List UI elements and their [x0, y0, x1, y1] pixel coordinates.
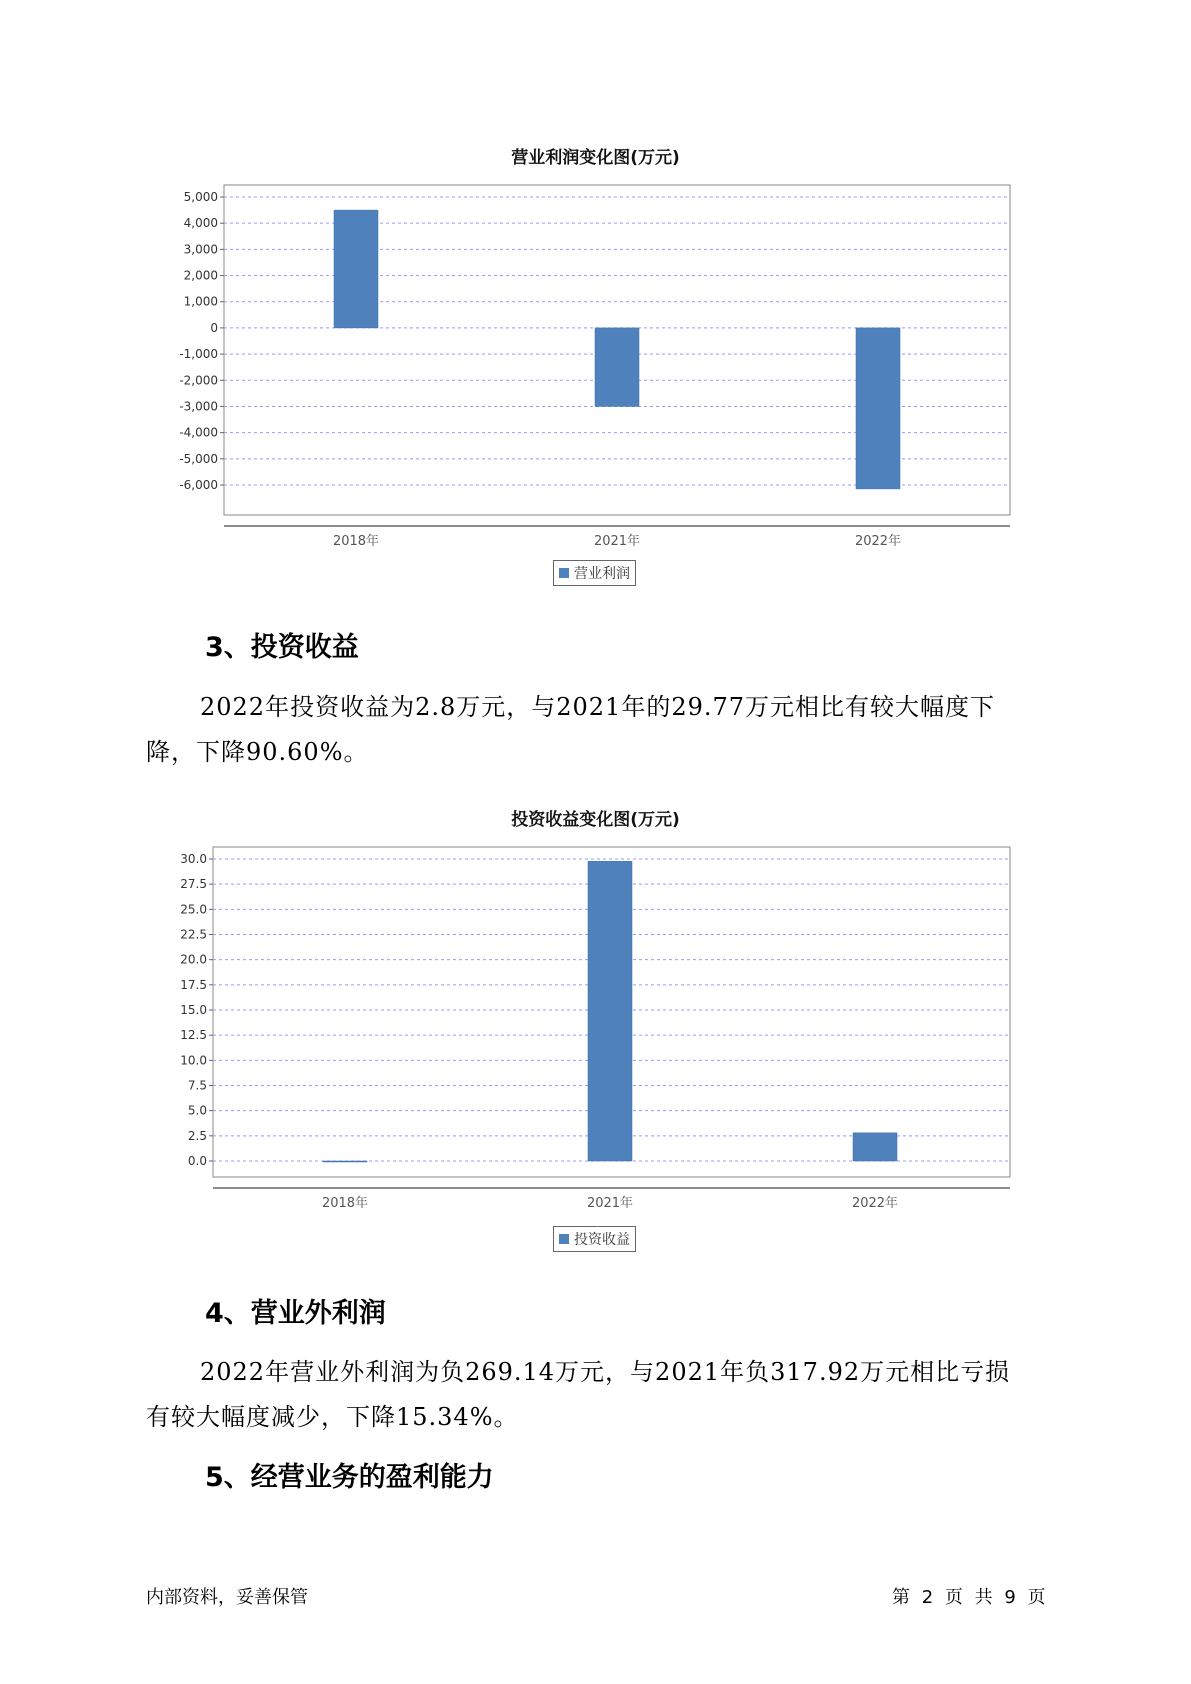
- operating-profit-legend: [553, 560, 636, 586]
- y-tick-label: 0.0: [187, 1154, 207, 1168]
- section-heading-profitability: 5、经营业务的盈利能力: [205, 1462, 494, 1493]
- investment-income-chart-title: 投资收益变化图(万元): [511, 810, 680, 830]
- y-tick-label: -1,000: [179, 347, 218, 362]
- legend-label: 投资收益: [574, 1232, 630, 1248]
- investment-paragraph: [146, 685, 1046, 775]
- legend-swatch: [559, 568, 569, 578]
- paragraph-line: 有较大幅度减少，下降15.34%。: [146, 1403, 519, 1431]
- y-tick-label: 0: [210, 320, 218, 335]
- legend-label: 营业利润: [574, 566, 630, 582]
- y-tick-label: -4,000: [179, 425, 218, 440]
- y-tick-label: 15.0: [180, 1003, 207, 1017]
- operating-profit-chart-title: 营业利润变化图(万元): [511, 148, 680, 168]
- footer-confidential-note: 内部资料，妥善保管: [146, 1587, 308, 1608]
- y-tick-label: 7.5: [187, 1078, 207, 1093]
- investment-income-legend: [553, 1226, 636, 1252]
- x-tick-label: 2022年: [851, 1196, 899, 1211]
- x-tick-label: 2018年: [332, 534, 380, 549]
- bar: [588, 861, 632, 1161]
- legend-swatch: [559, 1234, 569, 1244]
- y-tick-label: 4,000: [183, 216, 218, 231]
- y-tick-label: -5,000: [179, 451, 218, 466]
- paragraph-line: 降，下降90.60%。: [146, 738, 369, 766]
- y-tick-label: 12.5: [180, 1028, 207, 1043]
- x-tick-label: 2021年: [593, 534, 641, 549]
- operating-profit-chart: [0, 160, 1191, 560]
- y-tick-label: 3,000: [183, 242, 218, 257]
- section-heading-non-operating: 4、营业外利润: [205, 1298, 386, 1329]
- y-tick-label: 20.0: [180, 952, 207, 967]
- investment-income-chart: [0, 825, 1191, 1225]
- non-operating-paragraph: [146, 1350, 1046, 1440]
- y-tick-label: 1,000: [183, 294, 218, 309]
- y-tick-label: 22.5: [180, 927, 207, 942]
- y-tick-label: -2,000: [179, 373, 218, 388]
- bar: [856, 328, 900, 489]
- bar: [334, 210, 378, 328]
- y-tick-label: 10.0: [180, 1053, 207, 1068]
- bar: [595, 328, 639, 407]
- x-tick-label: 2022年: [854, 534, 902, 549]
- y-tick-label: 17.5: [180, 977, 207, 992]
- section-heading-investment: 3、投资收益: [205, 632, 359, 663]
- y-tick-label: 5,000: [183, 190, 218, 204]
- footer-page-number: 第 2 页 共 9 页: [892, 1587, 1046, 1608]
- y-tick-label: 2.5: [187, 1128, 207, 1143]
- bar: [853, 1133, 897, 1161]
- bar: [323, 1161, 367, 1162]
- y-tick-label: 2,000: [183, 268, 218, 283]
- y-tick-label: 25.0: [180, 902, 207, 917]
- paragraph-line: 2022年营业外利润为负269.14万元，与2021年负317.92万元相比亏损: [200, 1358, 1011, 1386]
- y-tick-label: -3,000: [179, 399, 218, 414]
- y-tick-label: -6,000: [179, 478, 218, 492]
- y-tick-label: 27.5: [180, 877, 207, 892]
- x-tick-label: 2018年: [321, 1196, 369, 1211]
- y-tick-label: 5.0: [187, 1103, 207, 1118]
- paragraph-line: 2022年投资收益为2.8万元，与2021年的29.77万元相比有较大幅度下: [200, 693, 996, 721]
- x-tick-label: 2021年: [586, 1196, 634, 1211]
- y-tick-label: 30.0: [180, 852, 207, 866]
